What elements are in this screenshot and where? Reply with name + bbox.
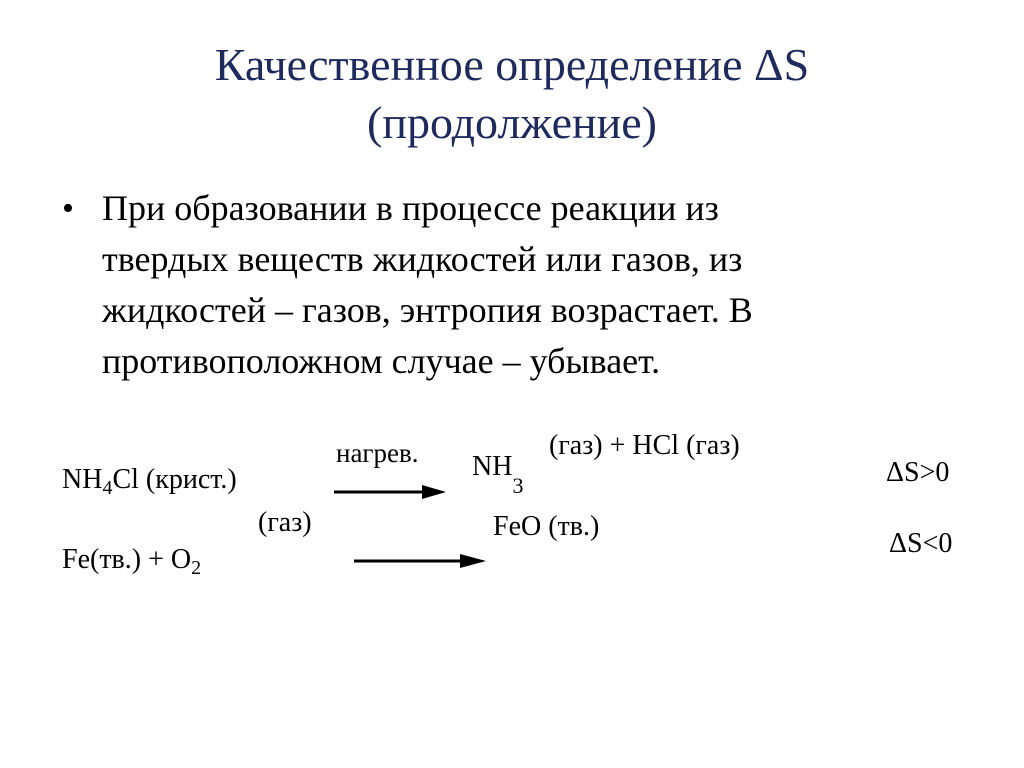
reaction1-entropy: ΔS>0 bbox=[886, 457, 950, 488]
reaction1-reactant-formula: NH bbox=[62, 464, 103, 495]
reaction2-arrow-icon bbox=[354, 551, 486, 571]
reaction2-product: FeO (тв.) bbox=[493, 511, 600, 542]
reaction1-reactant-phase: Cl (крист.) bbox=[112, 464, 237, 495]
slide-title bbox=[0, 36, 1024, 152]
reaction2-reactant-formula: Fe(тв.) + O bbox=[62, 544, 192, 575]
bullet-dot-icon: • bbox=[62, 190, 74, 227]
reaction1-reactant bbox=[62, 464, 237, 499]
bullet-line-2: твердых веществ жидкостей или газов, из bbox=[102, 239, 743, 279]
bullet-line-1: При образовании в процессе реакции из bbox=[102, 188, 719, 228]
bullet-line-3: жидкостей – газов, энтропия возрастает. В bbox=[102, 290, 753, 330]
reaction2-reactant-subscript: 2 bbox=[191, 557, 202, 579]
reaction1-condition: нагрев. bbox=[336, 438, 419, 468]
reaction1-product1-formula: NH bbox=[472, 451, 513, 482]
bullet-line-4: противоположном случае – убывает. bbox=[102, 341, 661, 381]
reaction1-product-rest: (газ) + HCl (газ) bbox=[549, 430, 740, 461]
reaction1-arrow-icon bbox=[334, 482, 446, 502]
reaction1-product1-subscript: 3 bbox=[512, 473, 524, 498]
title-line-2: (продолжение) bbox=[367, 97, 657, 148]
bullet-text bbox=[102, 183, 902, 387]
reaction2-reactant bbox=[62, 544, 202, 579]
reaction1-reactant-subscript: 4 bbox=[102, 477, 113, 499]
reaction2-o2-phase: (газ) bbox=[258, 507, 312, 538]
reaction1-product1 bbox=[472, 451, 524, 498]
reaction2-entropy: ΔS<0 bbox=[889, 528, 953, 559]
title-line-1: Качественное определение ΔS bbox=[214, 39, 810, 90]
